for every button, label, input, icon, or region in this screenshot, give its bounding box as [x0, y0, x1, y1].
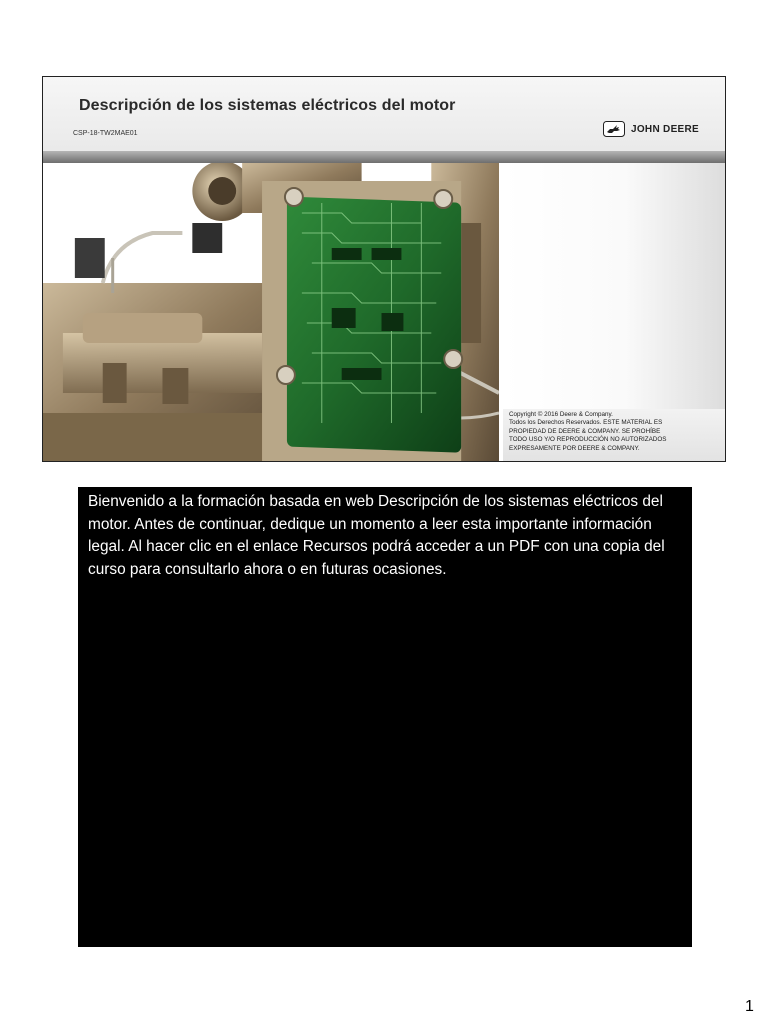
- deer-icon: [603, 121, 625, 137]
- copyright-line: EXPRESAMENTE POR DEERE & COMPANY.: [509, 444, 640, 452]
- page-number: 1: [745, 998, 754, 1015]
- copyright-line: Copyright © 2016 Deere & Company.: [509, 411, 613, 418]
- brand-logo: [603, 120, 699, 138]
- engine-control-unit-illustration: [43, 163, 501, 461]
- speaker-notes: [78, 487, 692, 947]
- copyright-notice: [503, 409, 725, 461]
- course-code: CSP-18-TW2MAE01: [73, 130, 138, 137]
- brand-name: JOHN DEERE: [630, 123, 699, 135]
- slide-side-panel: [503, 163, 725, 409]
- notes-text: Bienvenido a la formación basada en web Descripción de los sistemas eléctricos del motor. Antes de continuar, dedique un momento a leer esta importante información legal. Al hacer clic en el enlace Recursos podrá acceder a un PDF con una copia del curso para consultarlo ahora o en futuras ocasiones.: [88, 493, 665, 578]
- copyright-line: Todos los Derechos Reservados. ESTE MATERIAL ES: [509, 419, 663, 427]
- header-divider-bar: [43, 151, 725, 163]
- copyright-line: TODO USO Y/O REPRODUCCIÓN NO AUTORIZADOS: [509, 436, 667, 444]
- copyright-line: PROPIEDAD DE DEERE & COMPANY. SE PROHÍBE: [509, 427, 661, 435]
- slide-thumbnail: [42, 76, 726, 462]
- slide-header: [43, 77, 725, 155]
- slide-title: Descripción de los sistemas eléctricos del motor: [79, 97, 456, 114]
